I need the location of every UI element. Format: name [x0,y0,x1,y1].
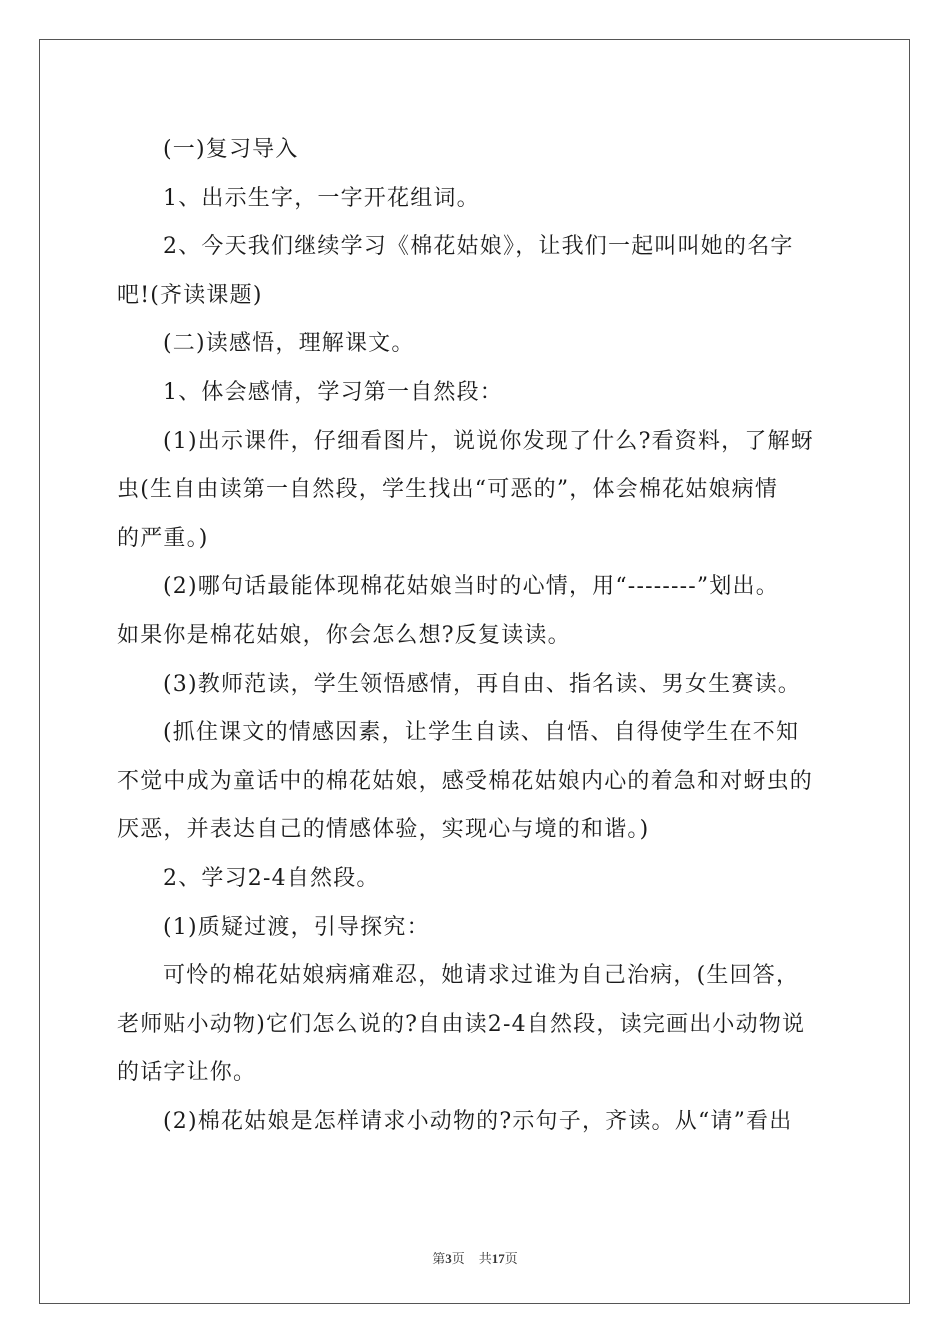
paragraph-line: 1、体会感情，学习第一自然段： [163,379,503,405]
paragraph-line: 可怜的棉花姑娘病痛难忍，她请求过谁为自己治病，(生回答， [163,963,800,989]
paragraph-line: 老师贴小动物)它们怎么说的?自由读2-4自然段，读完画出小动物说 [117,1011,806,1037]
page-total-count: 17 [491,1251,505,1266]
paragraph-line: (3)教师范读，学生领悟感情，再自由、指名读、男女生赛读。 [163,671,801,697]
document-body [117,126,837,1146]
paragraph-line: 厌恶，并表达自己的情感体验，实现心与境的和谐。) [117,817,650,843]
page-number-suffix: 页 [451,1251,465,1266]
page-number-current: 3 [445,1251,452,1266]
paragraph-line: (1)质疑过渡，引导探究： [163,914,430,940]
paragraph-line: 不觉中成为童话中的棉花姑娘，感受棉花姑娘内心的着急和对蚜虫的 [117,768,814,794]
paragraph-line: 的严重。) [117,525,209,551]
page-footer [0,1248,950,1267]
page-total-prefix: 共 [478,1251,492,1266]
paragraph-line: (2)棉花姑娘是怎样请求小动物的?示句子，齐读。从“请”看出 [163,1108,793,1134]
paragraph-line: 虫(生自由读第一自然段，学生找出“可恶的”，体会棉花姑娘病情 [117,477,779,503]
paragraph-line: 如果你是棉花姑娘，你会怎么想?反复读读。 [117,622,571,648]
paragraph-line: 2、学习2-4自然段。 [163,865,380,891]
paragraph-line: (抓住课文的情感因素，让学生自读、自悟、自得使学生在不知 [163,720,800,746]
paragraph-line: (一)复习导入 [163,137,299,162]
paragraph-line: 的话字让你。 [117,1060,257,1086]
paragraph-line: 吧!(齐读课题) [117,282,263,308]
paragraph-line: (1)出示课件，仔细看图片，说说你发现了什么?看资料，了解蚜 [163,428,814,454]
page-total-suffix: 页 [504,1251,518,1266]
page-number-prefix: 第 [432,1251,446,1266]
paragraph-line: (二)读感悟，理解课文。 [163,331,415,357]
paragraph-line: 1、出示生字，一字开花组词。 [163,185,480,211]
paragraph-line: 2、今天我们继续学习《棉花姑娘》，让我们一起叫叫她的名字 [163,234,794,260]
paragraph-line: (2)哪句话最能体现棉花姑娘当时的心情，用“--------”划出。 [163,574,779,600]
